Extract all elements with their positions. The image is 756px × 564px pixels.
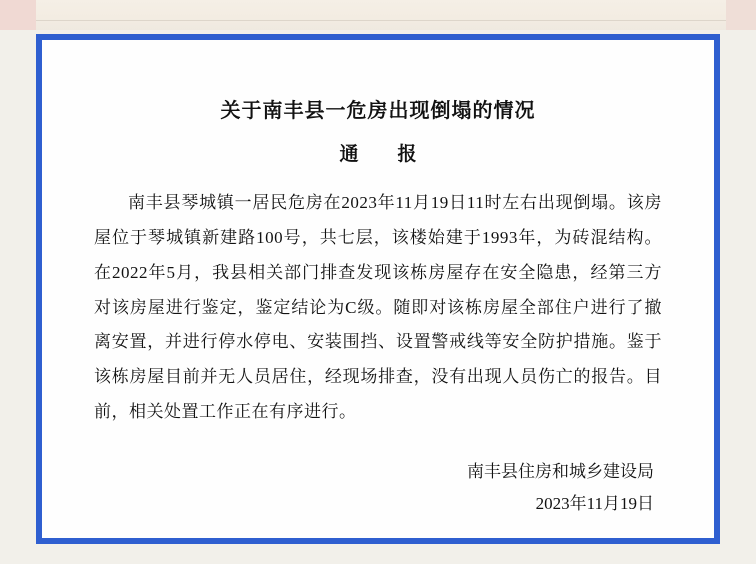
document-content: [42, 40, 714, 538]
document-title: 关于南丰县一危房出现倒塌的情况: [220, 100, 536, 122]
top-strip-divider: [36, 20, 726, 21]
document-body-paragraph: 南丰县琴城镇一居民危房在2023年11月19日11时左右出现倒塌。该房屋位于琴城镇新建路100号，共七层，该楼始建于1993年，为砖混结构。在2022年5月，我县相关部门排查发现该栋房屋存在安全隐患，经第三方对该房屋进行鉴定，鉴定结论为C级。随即对该栋房屋全部住户进行了撤离安置，并进行停水停电、安装围挡、设置警戒线等安全防护措施。鉴于该栋房屋目前并无人员居住，经现场排查，没有出现人员伤亡的报告。目前，相关处置工作正在有序进行。: [94, 193, 662, 422]
signature-issuer: 南丰县住房和城乡建设局: [467, 461, 654, 481]
document-frame: [36, 34, 720, 544]
signature-date: 2023年11月19日: [535, 494, 654, 514]
document-signature-block: [94, 456, 662, 521]
top-strip-right-block: [726, 0, 756, 30]
page-top-strip: [0, 0, 756, 30]
document-subtitle: 通 报: [339, 144, 427, 165]
top-strip-left-block: [0, 0, 36, 30]
